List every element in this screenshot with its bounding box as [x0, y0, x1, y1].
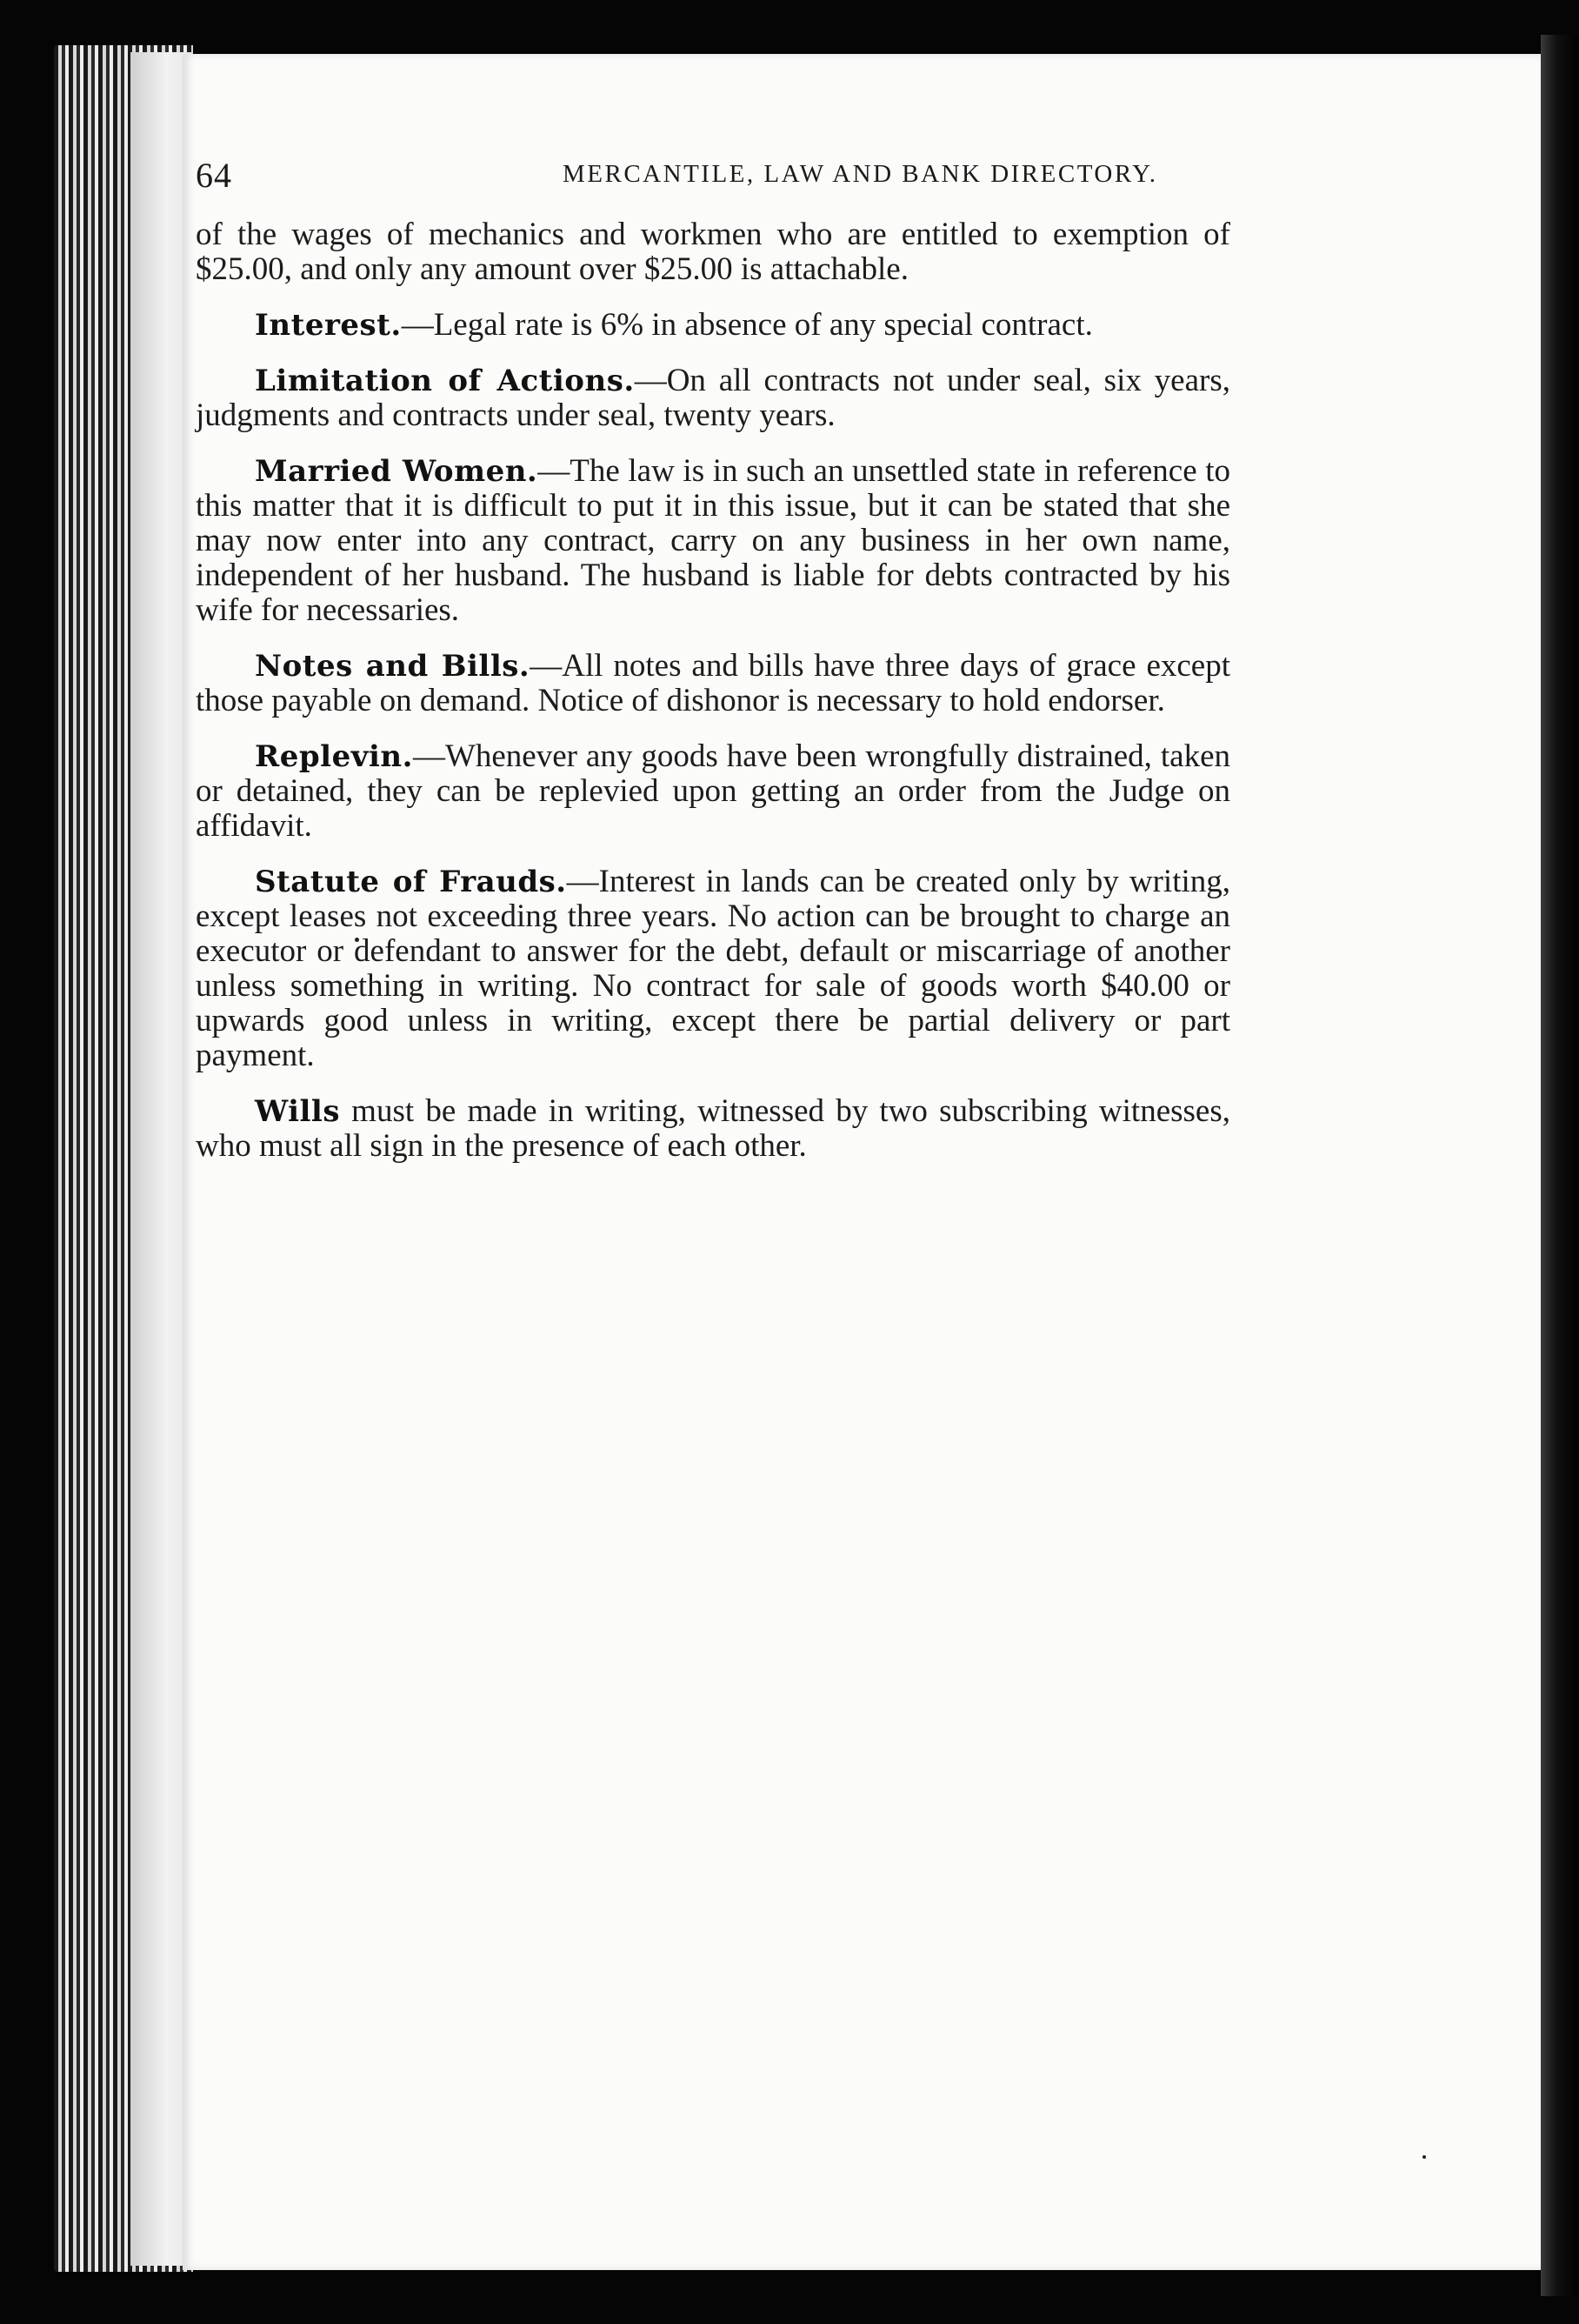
book-right-edge [1541, 35, 1579, 2296]
paragraph-notes-and-bills [196, 649, 1230, 718]
paragraph-term: Notes and Bills. [255, 649, 530, 684]
paragraph-continuation [196, 217, 1230, 287]
paragraph-text: of the wages of mechanics and workmen who are entitled to exemption of $25.00, and only any amount over $25.00 is attachable. [196, 217, 1230, 287]
paragraph-term: Wills [255, 1094, 340, 1129]
paragraph-wills [196, 1094, 1230, 1164]
paragraph-text: —On all contracts not under seal, six years, judgments and contracts under seal, twenty years. [196, 363, 1230, 433]
paragraph-limitation-of-actions [196, 364, 1230, 433]
paragraph-text: —Legal rate is 6% in absence of any special contract. [401, 307, 1093, 343]
paragraph-term: Statute of Frauds. [255, 865, 567, 899]
paragraph-text: —The law is in such an unsettled state in reference to this matter that it is difficult to put it in this issue, but it can be stated that she may now enter into any contract, carry on any business in her own name, independent of her husband. The husband is liable for debts contracted by his wife for necessaries. [196, 453, 1231, 628]
page-number: 64 [196, 156, 232, 195]
paragraph-married-women [196, 454, 1230, 628]
paragraph-replevin [196, 739, 1230, 844]
paragraph-text: —All notes and bills have three days of grace except those payable on demand. Notice of dishonor is necessary to hold endorser. [196, 648, 1230, 718]
ink-speck [1422, 2155, 1426, 2159]
paragraph-term: Replevin. [255, 739, 413, 774]
paragraph-interest [196, 308, 1230, 343]
paragraph-text: —Whenever any goods have been wrongfully distrained, taken or detained, they can be replevied upon getting an order from the Judge on affidavit. [196, 738, 1230, 844]
page-header [196, 155, 1239, 207]
paragraph-term: Married Women. [255, 454, 538, 489]
paragraph-term: Limitation of Actions. [255, 364, 635, 398]
page-body [196, 217, 1230, 1185]
paragraph-text: must be made in writing, witnessed by two subscribing witnesses, who must all sign in the presence of each other. [196, 1093, 1230, 1164]
paragraph-statute-of-frauds [196, 865, 1230, 1073]
running-head: MERCANTILE, LAW AND BANK DIRECTORY. [563, 160, 1158, 188]
paragraph-term: Interest. [255, 308, 402, 343]
paragraph-text: —Interest in lands can be created only by writing, except leases not exceeding three years. No action can be brought to charge an executor or defendant to answer for the debt, default or miscarriage of another unless something in writing. No contract for sale of goods worth $40.00 or upwards good unless in writing, except there be partial delivery or part payment. [196, 864, 1231, 1073]
